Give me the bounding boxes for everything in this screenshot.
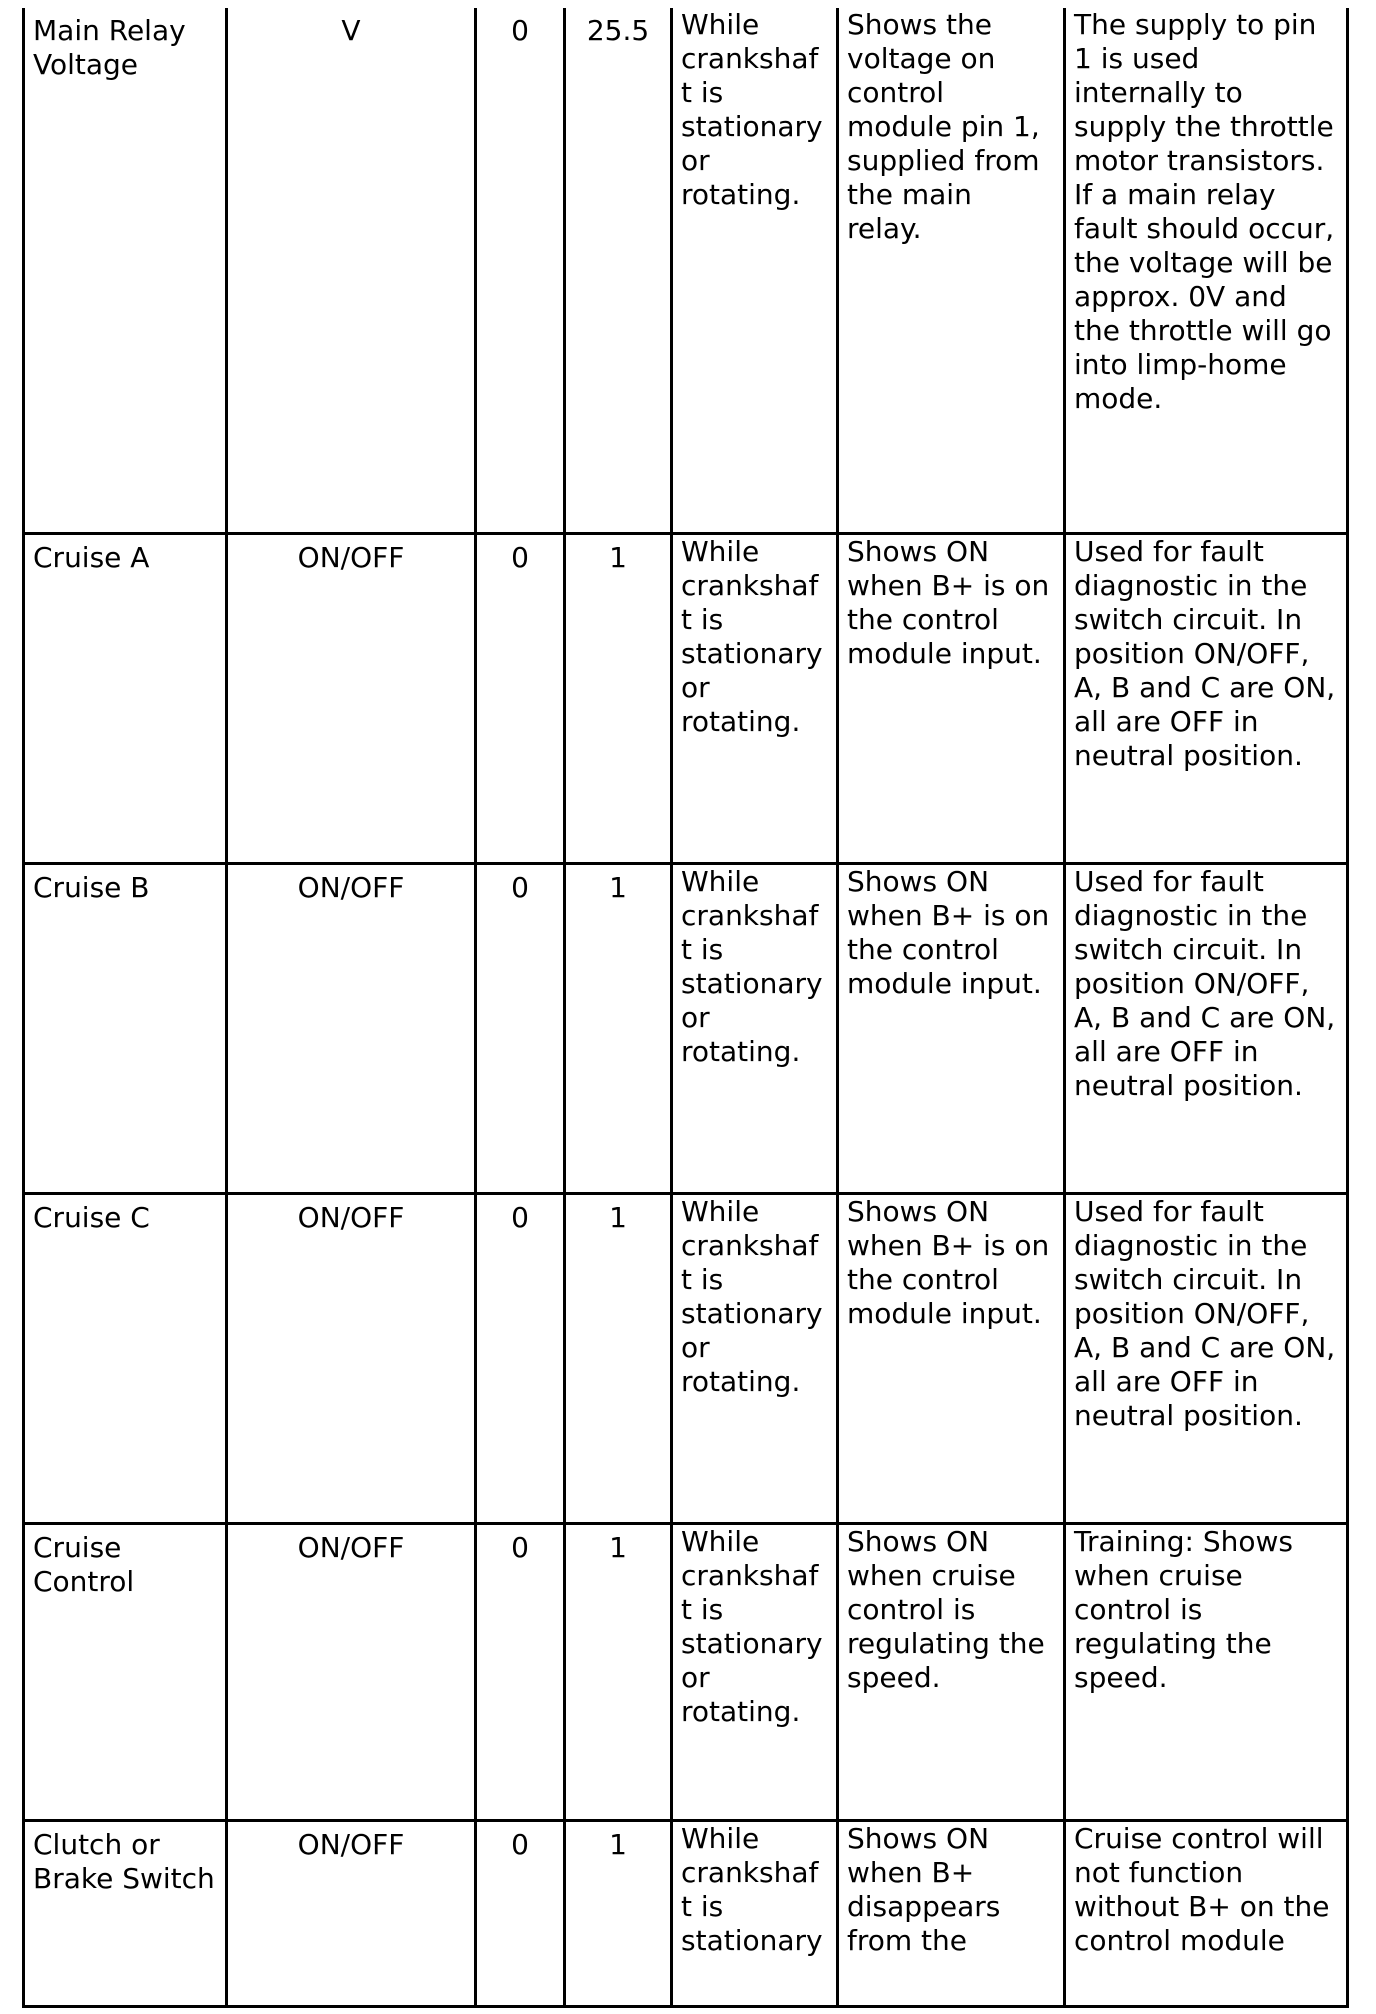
units-cell: ON/OFF bbox=[227, 533, 476, 863]
min-value-cell: 0 bbox=[476, 8, 565, 533]
min-value-cell: 0 bbox=[476, 1523, 565, 1820]
table-row bbox=[24, 1820, 1348, 2006]
description-cell: Shows ON when B+ is on the control module input. bbox=[838, 863, 1065, 1193]
note-cell: Used for fault diagnostic in the switch circuit. In position ON/OFF, A, B and C are ON, all are OFF in neutral position. bbox=[1065, 1193, 1348, 1523]
parameter-name-cell: Cruise C bbox=[24, 1193, 227, 1523]
note-cell: Cruise control will not function without B+ on the control module bbox=[1065, 1820, 1348, 2006]
parameter-name-cell: Cruise Control bbox=[24, 1523, 227, 1820]
note-cell: Training: Shows when cruise control is regulating the speed. bbox=[1065, 1523, 1348, 1820]
units-cell: V bbox=[227, 8, 476, 533]
description-cell: Shows ON when cruise control is regulating the speed. bbox=[838, 1523, 1065, 1820]
description-cell: Shows ON when B+ is on the control module input. bbox=[838, 533, 1065, 863]
table-row bbox=[24, 533, 1348, 863]
parameter-name-cell: Main Relay Voltage bbox=[24, 8, 227, 533]
parameter-name-cell: Cruise A bbox=[24, 533, 227, 863]
parameter-name-cell: Cruise B bbox=[24, 863, 227, 1193]
units-cell: ON/OFF bbox=[227, 1193, 476, 1523]
max-value-cell: 25.5 bbox=[565, 8, 672, 533]
note-cell: The supply to pin 1 is used internally to supply the throttle motor transistors. If a main relay fault should occur, the voltage will be approx. 0V and the throttle will go into limp-home mode. bbox=[1065, 8, 1348, 533]
parameter-table bbox=[22, 8, 1349, 2008]
condition-cell: While crankshaft is stationary or rotating. bbox=[672, 1193, 838, 1523]
units-cell: ON/OFF bbox=[227, 1523, 476, 1820]
table-row bbox=[24, 1523, 1348, 1820]
max-value-cell: 1 bbox=[565, 1523, 672, 1820]
min-value-cell: 0 bbox=[476, 1820, 565, 2006]
max-value-cell: 1 bbox=[565, 1820, 672, 2006]
condition-cell: While crankshaft is stationary or rotating. bbox=[672, 863, 838, 1193]
max-value-cell: 1 bbox=[565, 533, 672, 863]
description-cell: Shows the voltage on control module pin 1, supplied from the main relay. bbox=[838, 8, 1065, 533]
units-cell: ON/OFF bbox=[227, 863, 476, 1193]
units-cell: ON/OFF bbox=[227, 1820, 476, 2006]
min-value-cell: 0 bbox=[476, 533, 565, 863]
condition-cell: While crankshaft is stationary or rotating. bbox=[672, 8, 838, 533]
condition-cell: While crankshaft is stationary bbox=[672, 1820, 838, 2006]
table-row bbox=[24, 863, 1348, 1193]
description-cell: Shows ON when B+ disappears from the bbox=[838, 1820, 1065, 2006]
condition-cell: While crankshaft is stationary or rotating. bbox=[672, 1523, 838, 1820]
min-value-cell: 0 bbox=[476, 863, 565, 1193]
note-cell: Used for fault diagnostic in the switch circuit. In position ON/OFF, A, B and C are ON, all are OFF in neutral position. bbox=[1065, 533, 1348, 863]
table-row bbox=[24, 1193, 1348, 1523]
table-row bbox=[24, 8, 1348, 533]
description-cell: Shows ON when B+ is on the control module input. bbox=[838, 1193, 1065, 1523]
max-value-cell: 1 bbox=[565, 863, 672, 1193]
parameter-name-cell: Clutch or Brake Switch bbox=[24, 1820, 227, 2006]
min-value-cell: 0 bbox=[476, 1193, 565, 1523]
max-value-cell: 1 bbox=[565, 1193, 672, 1523]
note-cell: Used for fault diagnostic in the switch circuit. In position ON/OFF, A, B and C are ON, all are OFF in neutral position. bbox=[1065, 863, 1348, 1193]
condition-cell: While crankshaft is stationary or rotating. bbox=[672, 533, 838, 863]
